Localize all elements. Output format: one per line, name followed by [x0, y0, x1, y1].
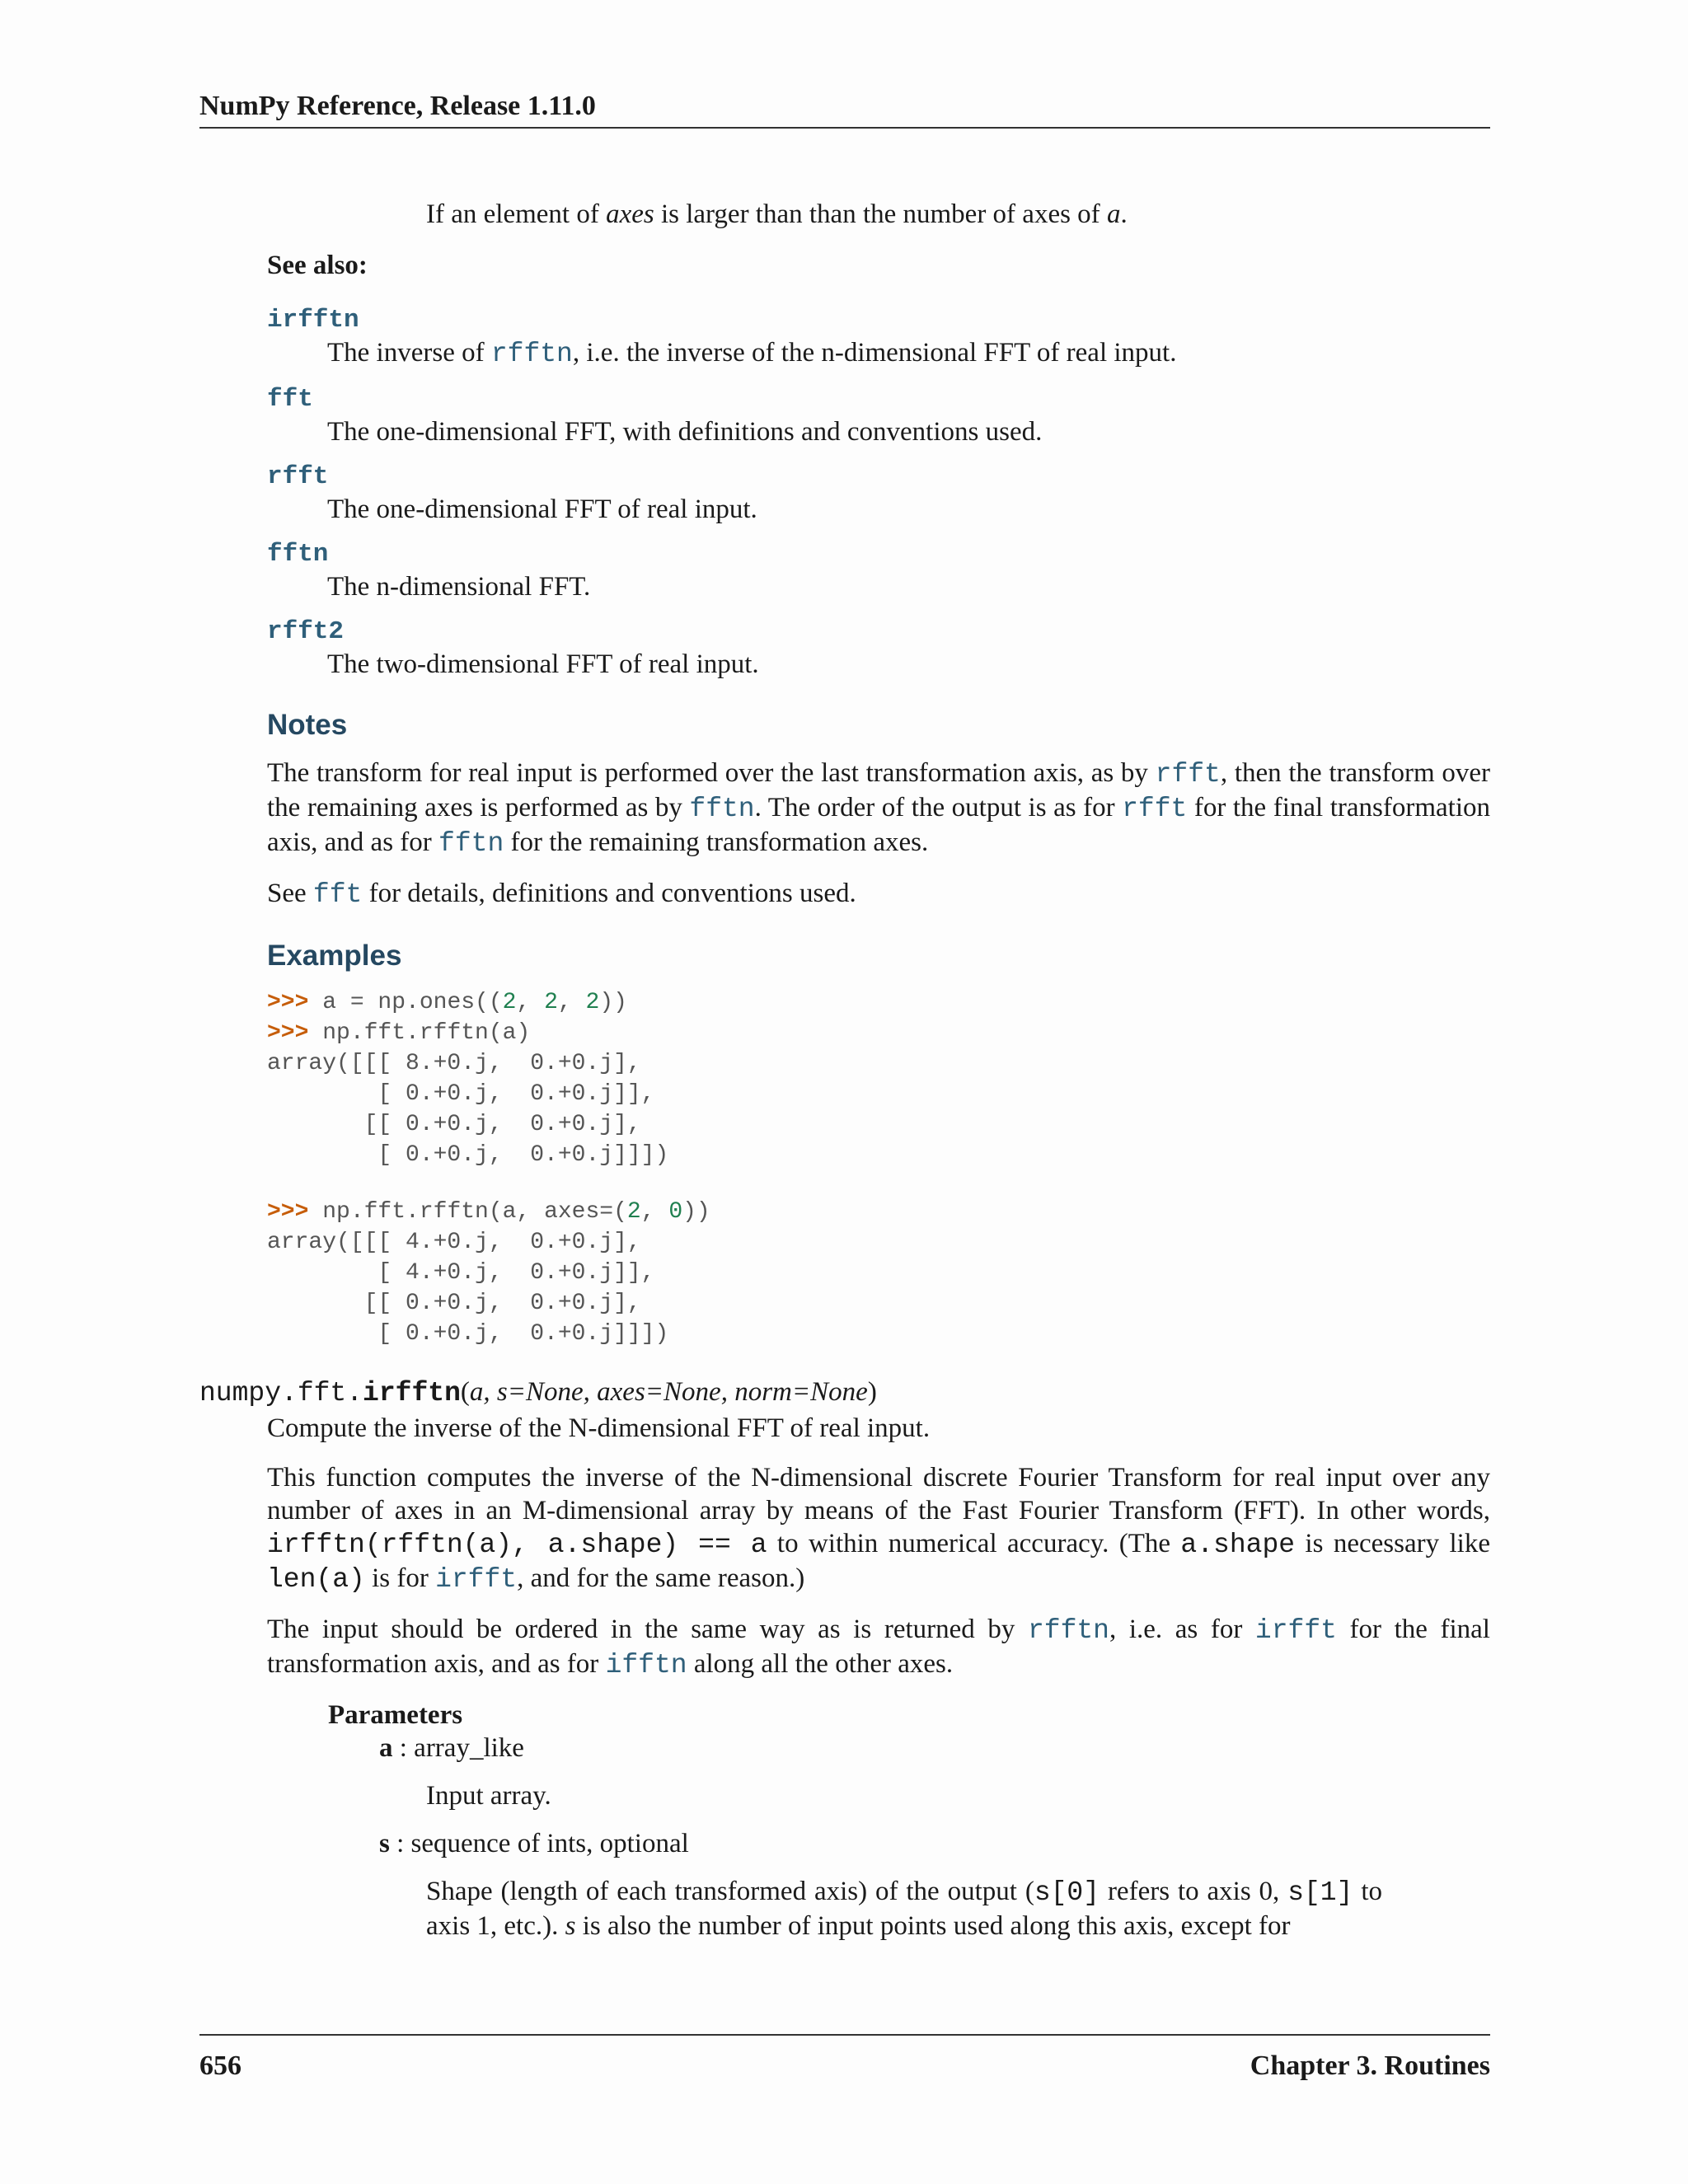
- function-signature: [199, 1376, 1490, 1410]
- see-also-link-fft[interactable]: fft: [267, 385, 313, 414]
- prompt: >>>: [267, 990, 309, 1015]
- link-ifftn[interactable]: ifftn: [605, 1650, 687, 1680]
- text: This function computes the inverse of the N-dimensional discrete Fourier Transform for real input over any number of axes in an M-dimensional array by means of the Fast Fourier Transform (FFT). In other words,: [267, 1463, 1490, 1526]
- text: for details, definitions and conventions used.: [362, 879, 856, 908]
- link-fftn[interactable]: fftn: [438, 828, 504, 859]
- param-name: a: [379, 1733, 393, 1763]
- text: for the final transformation axis, and as for: [267, 793, 1490, 857]
- examples-heading: Examples: [267, 940, 402, 972]
- see-also-title: See also:: [267, 251, 368, 280]
- function-description: [267, 1613, 1490, 1682]
- see-also-item: [267, 462, 1490, 526]
- text: The inverse of: [327, 338, 491, 368]
- module-name: numpy.fft.: [199, 1378, 363, 1408]
- text: is necessary like: [1295, 1529, 1490, 1558]
- param-type: : sequence of ints, optional: [389, 1829, 689, 1858]
- code-text: ,: [516, 990, 545, 1015]
- text: The transform for real input is performed over the last transformation axis, as by: [267, 758, 1156, 788]
- see-also-desc: The one-dimensional FFT of real input.: [327, 494, 757, 524]
- link-rfft[interactable]: rfft: [1122, 794, 1188, 824]
- text: See: [267, 879, 313, 908]
- text: Shape (length of each transformed axis) of the output (: [426, 1877, 1034, 1906]
- text: .: [1120, 199, 1128, 229]
- link-irfft[interactable]: irfft: [1254, 1615, 1337, 1646]
- link-irfft[interactable]: irfft: [435, 1564, 518, 1595]
- code-number: 2: [544, 990, 558, 1015]
- code-text: )): [682, 1199, 710, 1225]
- param-ref: s: [565, 1911, 576, 1941]
- see-also-desc: [327, 336, 1490, 371]
- param-s: [379, 1827, 1490, 1860]
- notes-paragraph: [267, 877, 1490, 912]
- see-also-desc: The two-dimensional FFT of real input.: [327, 649, 759, 679]
- header-title: NumPy Reference, Release 1.11.0: [199, 91, 596, 121]
- link-rfftn[interactable]: rfftn: [490, 339, 573, 369]
- parameters-heading: Parameters: [328, 1700, 463, 1730]
- param-name: s: [379, 1829, 390, 1858]
- link-fftn[interactable]: fftn: [689, 794, 755, 824]
- text: , and for the same reason.): [517, 1563, 805, 1593]
- see-also-item: [267, 305, 1490, 371]
- code-output: array([[[ 8.+0.j, 0.+0.j], [ 0.+0.j, 0.+0.j]], [[ 0.+0.j, 0.+0.j], [ 0.+0.j, 0.+0.j]]]): [267, 1051, 669, 1168]
- text: , i.e. the inverse of the n-dimensional FFT of real input.: [572, 338, 1177, 368]
- code-text: np.fft.rfftn(a): [308, 1020, 531, 1046]
- inline-code: s[1]: [1287, 1877, 1353, 1908]
- notes-heading: Notes: [267, 709, 348, 741]
- page-header: [199, 91, 1490, 129]
- see-also-item: [267, 384, 1490, 448]
- see-also-link-fftn[interactable]: fftn: [267, 540, 329, 569]
- inline-code: len(a): [267, 1564, 365, 1595]
- link-rfftn[interactable]: rfftn: [1027, 1615, 1109, 1646]
- page-content: [199, 198, 1490, 1959]
- code-number: 2: [626, 1199, 641, 1225]
- text: , i.e. as for: [1109, 1615, 1255, 1644]
- axes-error-line: [426, 198, 1490, 231]
- paren: ): [867, 1377, 877, 1407]
- param-ref: a: [1106, 199, 1121, 229]
- text: . The order of the output is as for: [754, 793, 1123, 823]
- see-also-link-rfft2[interactable]: rfft2: [267, 617, 345, 646]
- page-footer: [199, 2034, 1490, 2082]
- see-also-item: [267, 616, 1490, 681]
- see-also-link-rfft[interactable]: rfft: [267, 462, 329, 491]
- function-description: [267, 1461, 1490, 1596]
- text: If an element of: [426, 199, 607, 229]
- code-text: a = np.ones((: [308, 990, 503, 1015]
- text: , then the transform over the remaining axes is performed as by: [267, 758, 1490, 823]
- text: along all the other axes.: [687, 1649, 954, 1679]
- param-type: : array_like: [392, 1733, 524, 1763]
- text: is larger than than the number of axes of: [654, 199, 1107, 229]
- args: , s=None, axes=None, norm=None: [483, 1377, 868, 1407]
- see-also-item: [267, 539, 1490, 603]
- code-text: ,: [557, 990, 586, 1015]
- chapter-title: Chapter 3. Routines: [1250, 2050, 1490, 2081]
- code-text: np.fft.rfftn(a, axes=(: [308, 1199, 627, 1225]
- see-also-link-irfftn[interactable]: irfftn: [267, 306, 359, 335]
- function-summary: Compute the inverse of the N-dimensional FFT of real input.: [267, 1413, 931, 1443]
- prompt: >>>: [267, 1020, 309, 1046]
- inline-code: s[0]: [1034, 1877, 1100, 1908]
- notes-paragraph: [267, 757, 1490, 860]
- text: for the final transformation axis, and as for: [267, 1615, 1490, 1679]
- code-text: ,: [640, 1199, 669, 1225]
- text: is also the number of input points used along this axis, except for: [575, 1911, 1291, 1941]
- function-name: irfftn: [363, 1378, 461, 1408]
- param-ref: axes: [606, 199, 654, 229]
- code-number: 2: [502, 990, 517, 1015]
- code-number: 2: [585, 990, 600, 1015]
- code-text: )): [599, 990, 627, 1015]
- text: refers to axis 0,: [1100, 1877, 1288, 1906]
- param-a: [379, 1732, 1490, 1765]
- see-also-desc: The one-dimensional FFT, with definitions and conventions used.: [327, 417, 1043, 447]
- text: is for: [364, 1563, 436, 1593]
- code-output: array([[[ 4.+0.j, 0.+0.j], [ 4.+0.j, 0.+0.j]], [[ 0.+0.j, 0.+0.j], [ 0.+0.j, 0.+0.j]]]): [267, 1230, 669, 1347]
- param-desc: [426, 1875, 1382, 1943]
- code-number: 0: [668, 1199, 683, 1225]
- paren: (: [460, 1377, 470, 1407]
- code-block: [267, 987, 1490, 1170]
- see-also-desc: The n-dimensional FFT.: [327, 572, 591, 602]
- link-fft[interactable]: fft: [312, 879, 363, 910]
- page-number: 656: [199, 2050, 241, 2081]
- text: for the remaining transformation axes.: [504, 827, 929, 857]
- inline-code: irfftn(rfftn(a), a.shape) == a: [267, 1530, 767, 1560]
- code-block: [267, 1197, 1490, 1349]
- text: The input should be ordered in the same way as is returned by: [267, 1615, 1028, 1644]
- param-desc: Input array.: [426, 1781, 551, 1811]
- arg: a: [469, 1377, 484, 1407]
- text: to within numerical accuracy. (The: [767, 1529, 1181, 1558]
- text: to axis 1, etc.).: [426, 1877, 1382, 1941]
- inline-code: a.shape: [1180, 1530, 1296, 1560]
- prompt: >>>: [267, 1199, 309, 1225]
- link-rfft[interactable]: rfft: [1155, 759, 1221, 790]
